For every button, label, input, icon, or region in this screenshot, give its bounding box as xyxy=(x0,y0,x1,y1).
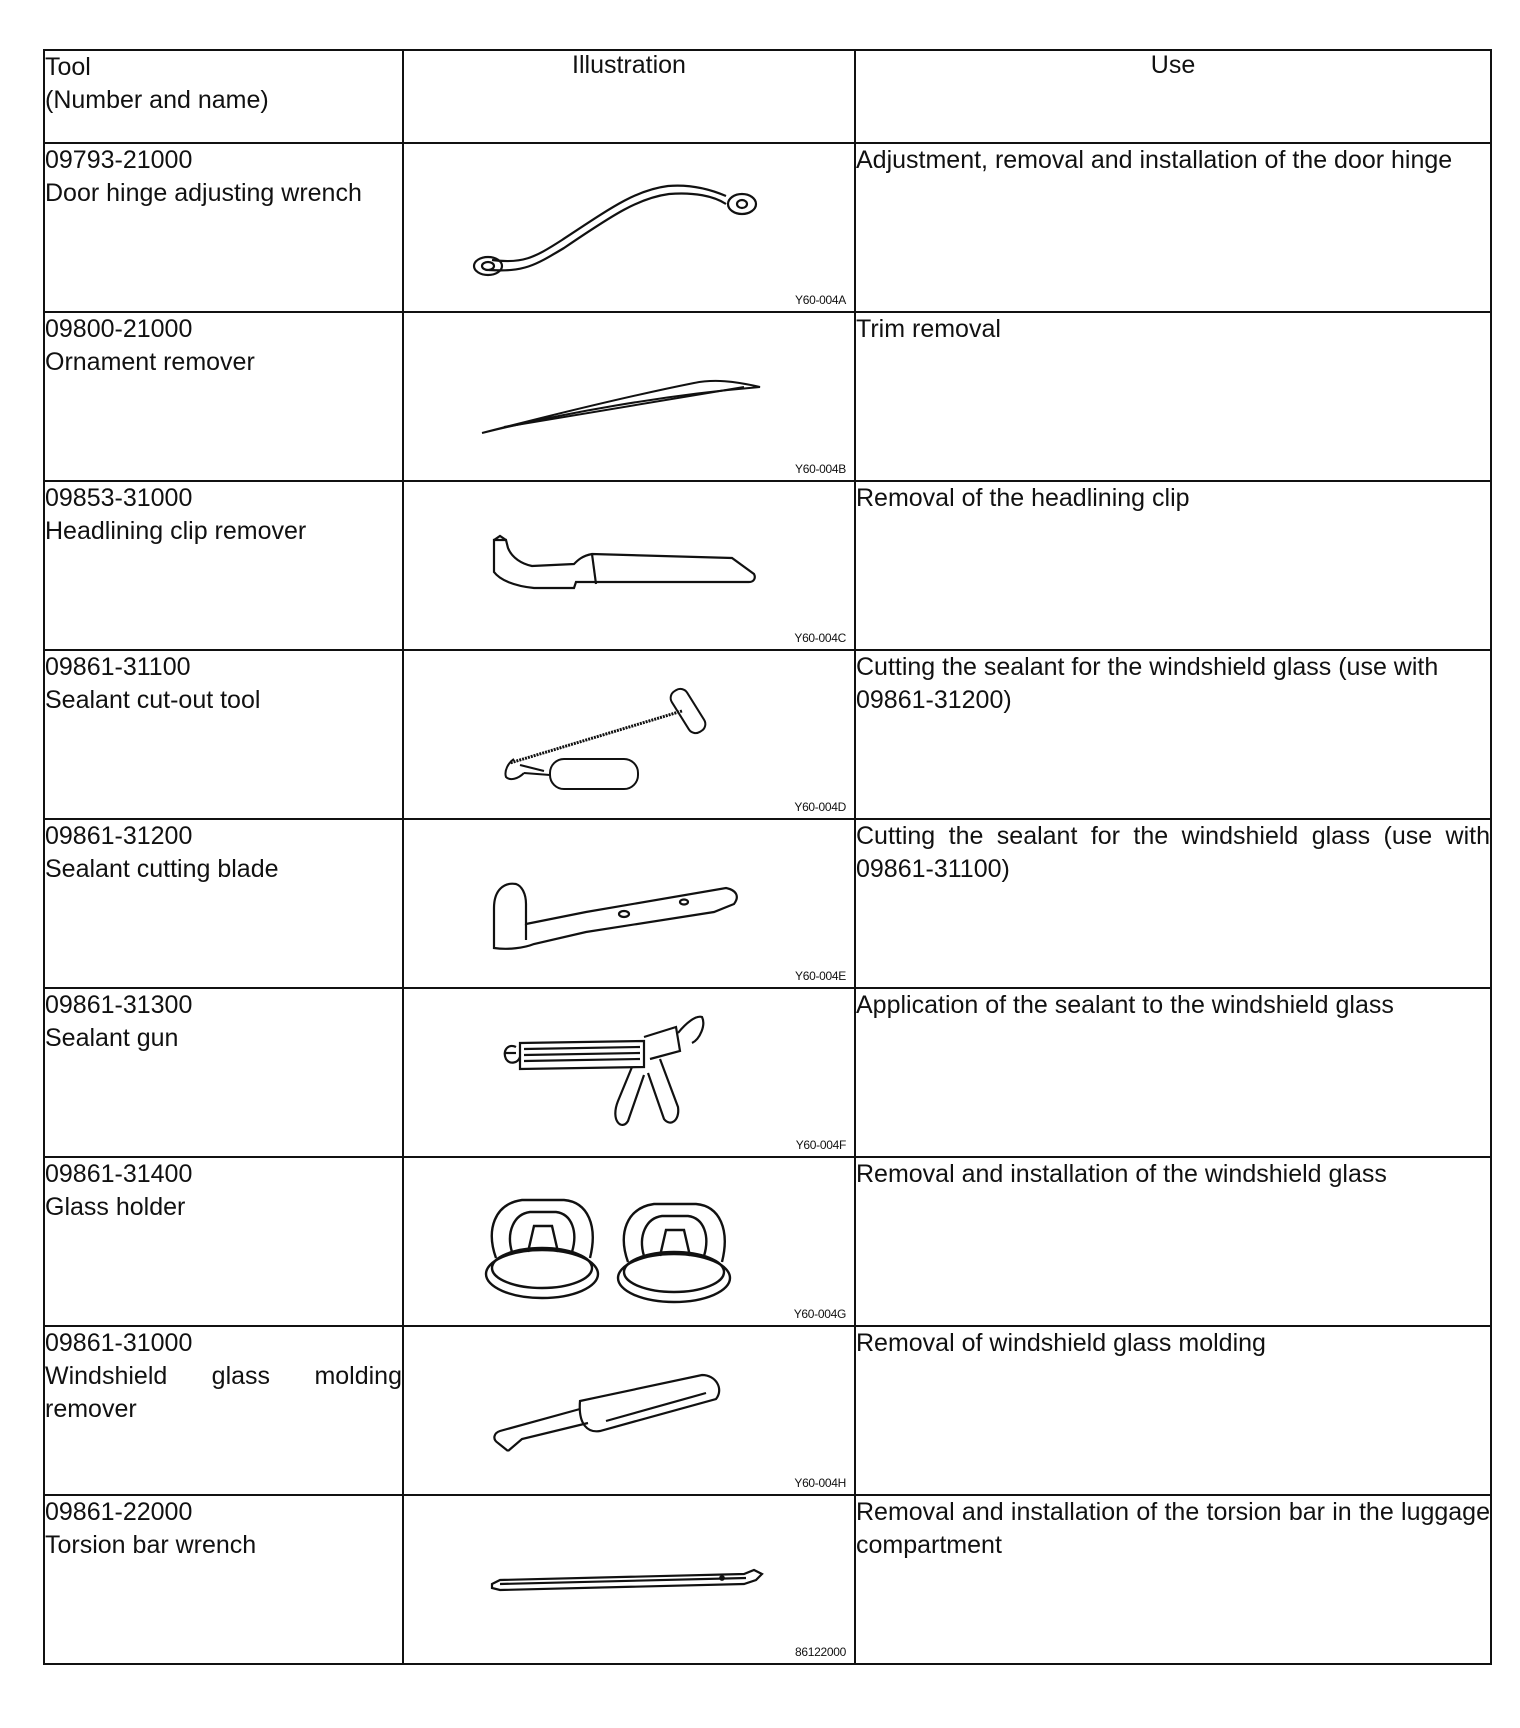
table-row xyxy=(44,312,1491,481)
special-tools-table xyxy=(43,49,1492,1665)
figure-ref: Y60-004D xyxy=(794,800,846,814)
tool-number: 09861-31100 xyxy=(45,653,191,681)
tool-name: Sealant cut-out tool xyxy=(45,686,261,714)
use-cell: Application of the sealant to the windshield glass xyxy=(855,988,1491,1157)
tool-number: 09800-21000 xyxy=(45,315,193,343)
tool-cell xyxy=(44,312,403,481)
tool-number: 09861-22000 xyxy=(45,1498,193,1526)
use-cell: Adjustment, removal and installation of the door hinge xyxy=(855,143,1491,312)
glass-holder-icon xyxy=(464,1166,784,1316)
clip-remover-icon xyxy=(464,490,784,630)
tool-cell xyxy=(44,1157,403,1326)
figure-ref: Y60-004F xyxy=(795,1138,846,1152)
table-row xyxy=(44,1157,1491,1326)
sealant-cutout-tool-icon xyxy=(464,659,784,799)
figure-ref: Y60-004E xyxy=(795,969,846,983)
tool-cell xyxy=(44,1326,403,1495)
figure-ref: Y60-004H xyxy=(794,1476,846,1490)
tool-cell xyxy=(44,481,403,650)
tool-number: 09861-31300 xyxy=(45,991,193,1019)
cutting-blade-icon xyxy=(464,828,784,968)
tool-cell xyxy=(44,650,403,819)
tool-cell xyxy=(44,1495,403,1664)
torsion-bar-wrench-icon xyxy=(464,1504,784,1644)
tool-number: 09861-31400 xyxy=(45,1160,193,1188)
tool-name: Torsion bar wrench xyxy=(45,1531,257,1559)
header-tool-line1: Tool xyxy=(45,53,91,81)
illustration-cell xyxy=(403,1326,855,1495)
use-cell: Trim removal xyxy=(855,312,1491,481)
tool-name: Ornament remover xyxy=(45,348,255,376)
use-cell: Removal of the headlining clip xyxy=(855,481,1491,650)
illustration-cell xyxy=(403,1495,855,1664)
hinge-wrench-icon xyxy=(464,152,784,292)
use-cell: Removal of windshield glass molding xyxy=(855,1326,1491,1495)
tool-name: Sealant gun xyxy=(45,1024,179,1052)
sealant-gun-icon xyxy=(464,997,784,1147)
tool-name: Windshield glass molding remover xyxy=(45,1362,402,1423)
tool-number: 09861-31000 xyxy=(45,1329,193,1357)
tool-cell xyxy=(44,143,403,312)
tool-name: Sealant cutting blade xyxy=(45,855,279,883)
figure-ref: Y60-004G xyxy=(793,1307,846,1321)
illustration-cell xyxy=(403,481,855,650)
use-cell: Removal and installation of the torsion bar in the luggage compartment xyxy=(855,1495,1491,1664)
header-tool xyxy=(44,50,403,143)
ornament-remover-icon xyxy=(464,321,784,461)
table-row xyxy=(44,819,1491,988)
tool-number: 09861-31200 xyxy=(45,822,193,850)
tool-number: 09853-31000 xyxy=(45,484,193,512)
table-row xyxy=(44,1495,1491,1664)
header-illustration: Illustration xyxy=(403,50,855,143)
use-cell: Cutting the sealant for the windshield glass (use with 09861-31100) xyxy=(855,819,1491,988)
tool-cell xyxy=(44,988,403,1157)
header-use: Use xyxy=(855,50,1491,143)
use-cell: Removal and installation of the windshield glass xyxy=(855,1157,1491,1326)
illustration-cell xyxy=(403,650,855,819)
table-row xyxy=(44,143,1491,312)
illustration-cell xyxy=(403,988,855,1157)
tool-number: 09793-21000 xyxy=(45,146,193,174)
figure-ref: Y60-004C xyxy=(794,631,846,645)
table-row xyxy=(44,481,1491,650)
tool-cell xyxy=(44,819,403,988)
tool-name: Glass holder xyxy=(45,1193,186,1221)
table-row xyxy=(44,988,1491,1157)
illustration-cell xyxy=(403,819,855,988)
illustration-cell xyxy=(403,1157,855,1326)
illustration-cell xyxy=(403,143,855,312)
table-header-row xyxy=(44,50,1491,143)
figure-ref: 86122000 xyxy=(795,1645,846,1659)
table-row xyxy=(44,650,1491,819)
tool-name: Headlining clip remover xyxy=(45,517,307,545)
figure-ref: Y60-004B xyxy=(795,462,846,476)
molding-remover-icon xyxy=(464,1335,784,1485)
use-cell: Cutting the sealant for the windshield glass (use with 09861-31200) xyxy=(855,650,1491,819)
table-row xyxy=(44,1326,1491,1495)
tool-name: Door hinge adjusting wrench xyxy=(45,179,362,207)
illustration-cell xyxy=(403,312,855,481)
header-tool-line2: (Number and name) xyxy=(45,86,269,114)
figure-ref: Y60-004A xyxy=(795,293,846,307)
